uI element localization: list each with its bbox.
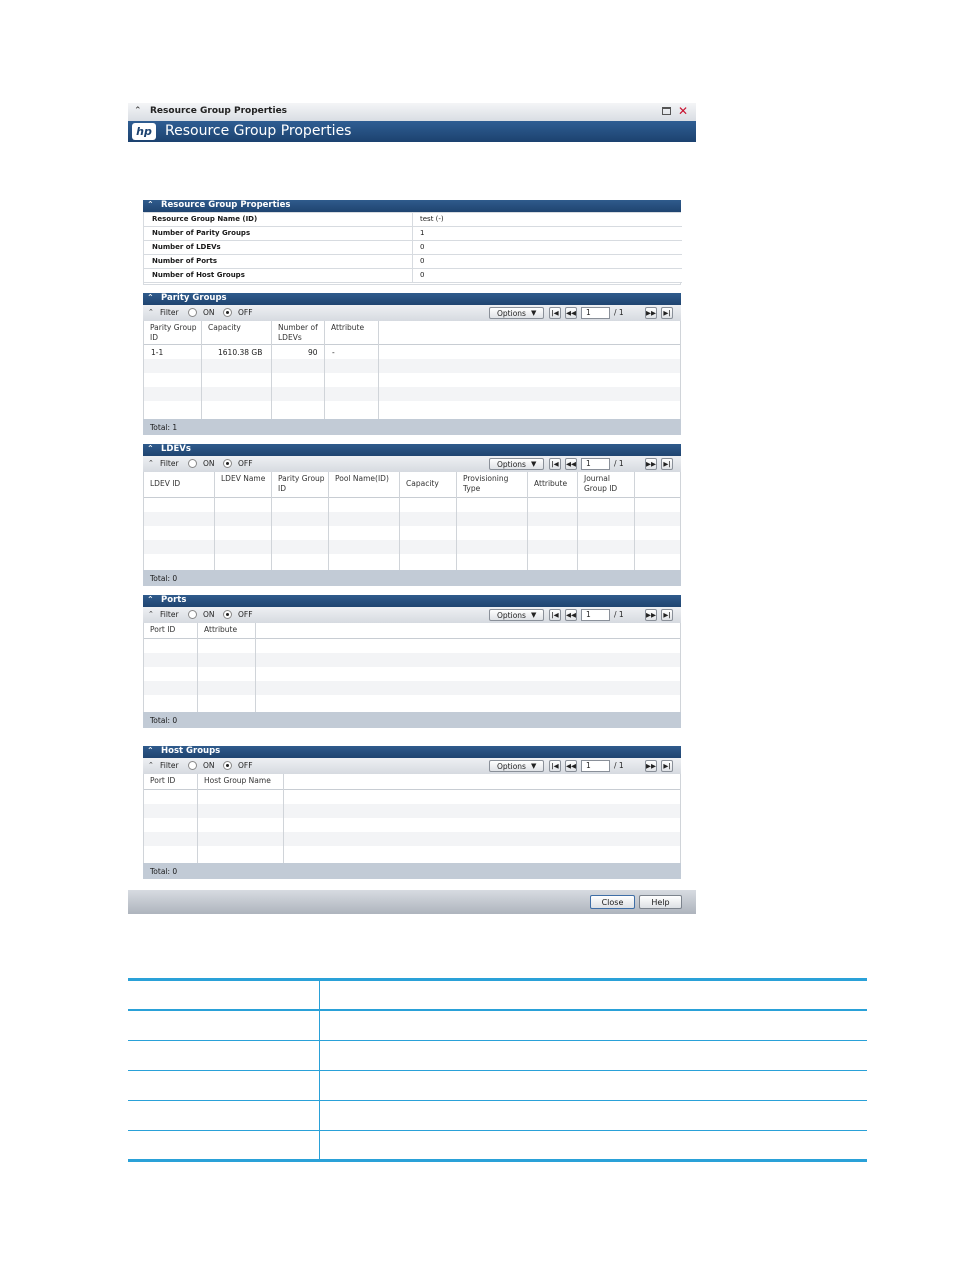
column-header[interactable]: Capacity [202, 321, 272, 344]
first-page-button[interactable]: |◀ [549, 760, 561, 772]
column-header[interactable]: Attribute [325, 321, 379, 344]
column-header[interactable]: Host Group Name [198, 774, 284, 789]
column-header[interactable]: Parity Group ID [272, 472, 329, 497]
property-row [144, 227, 682, 241]
filter-on-radio[interactable] [188, 761, 197, 770]
prev-page-button[interactable]: ◀◀ [566, 309, 576, 317]
next-page-button[interactable]: ▶▶ [646, 309, 656, 317]
filter-bar [143, 456, 681, 472]
column-header[interactable]: Attribute [198, 623, 256, 638]
filter-expand-icon[interactable]: ⌃ [148, 459, 154, 467]
table-cell: - [332, 348, 335, 357]
table-row [144, 359, 680, 373]
next-page-button[interactable]: ▶▶ [646, 762, 656, 770]
table-row [144, 526, 680, 540]
last-page-button[interactable]: ▶| [661, 760, 673, 772]
table-row [144, 498, 680, 512]
table-row [144, 790, 680, 804]
table-header [144, 623, 680, 639]
resource-group-properties-window [128, 103, 696, 914]
filter-off-radio[interactable] [223, 459, 232, 468]
filter-on-radio[interactable] [188, 610, 197, 619]
parity-groups-header[interactable] [143, 293, 681, 305]
table-cell: 1610.38 GB [218, 348, 263, 357]
total-bar [143, 712, 681, 728]
property-row [144, 269, 682, 283]
prev-page-button[interactable]: ◀◀ [566, 611, 576, 619]
window-banner [128, 121, 696, 142]
property-row [144, 255, 682, 269]
filter-bar [143, 305, 681, 321]
ports-title: Ports [161, 595, 187, 605]
table-cell: 90 [308, 348, 318, 357]
dropdown-arrow-icon: ▼ [531, 460, 537, 468]
filter-label[interactable]: Filter [160, 459, 179, 468]
property-row [144, 213, 682, 227]
table-row [144, 846, 680, 860]
prev-page-button[interactable]: ◀◀ [566, 762, 576, 770]
table-row [144, 512, 680, 526]
filter-expand-icon[interactable]: ⌃ [148, 610, 154, 618]
property-value: 0 [420, 243, 425, 251]
property-label: Number of Parity Groups [152, 229, 251, 237]
maximize-icon[interactable] [662, 107, 671, 115]
filter-off-radio[interactable] [223, 610, 232, 619]
total-bar [143, 419, 681, 435]
window-title: Resource Group Properties [150, 106, 288, 116]
filter-off-radio[interactable] [223, 308, 232, 317]
column-header[interactable]: Number of LDEVs [272, 321, 325, 344]
banner-title: Resource Group Properties [165, 123, 352, 139]
table-row [144, 401, 680, 415]
property-value: 1 [420, 229, 425, 237]
filter-bar [143, 758, 681, 774]
column-header[interactable]: Attribute [528, 472, 578, 497]
filter-off-label: OFF [238, 610, 253, 619]
page-number-input[interactable]: 1 [581, 609, 610, 621]
column-header[interactable]: LDEV ID [144, 472, 215, 497]
filter-off-label: OFF [238, 459, 253, 468]
collapse-icon[interactable]: ⌃ [147, 444, 154, 453]
filter-on-label: ON [203, 308, 215, 317]
properties-panel [143, 200, 681, 287]
parity-groups-panel [143, 293, 681, 435]
ldevs-title: LDEVs [161, 444, 191, 454]
column-header[interactable]: Provisioning Type [457, 472, 528, 497]
table-row [144, 387, 680, 401]
column-header[interactable]: Capacity [400, 472, 457, 497]
column-header[interactable]: Pool Name(ID) [329, 472, 400, 497]
close-button[interactable]: Close [590, 895, 635, 909]
collapse-icon[interactable]: ⌃ [147, 595, 154, 604]
collapse-icon[interactable]: ⌃ [147, 200, 154, 209]
table-row [144, 667, 680, 681]
host-groups-panel [143, 746, 681, 879]
ldevs-panel [143, 444, 681, 586]
filter-label[interactable]: Filter [160, 761, 179, 770]
filter-on-radio[interactable] [188, 459, 197, 468]
property-row [144, 241, 682, 255]
table-cell: 1-1 [151, 348, 164, 357]
ldevs-table [143, 472, 681, 570]
hp-logo: hp [132, 123, 156, 140]
total-bar [143, 570, 681, 586]
filter-label[interactable]: Filter [160, 308, 179, 317]
ports-panel [143, 595, 681, 728]
filter-off-label: OFF [238, 761, 253, 770]
filter-on-label: ON [203, 610, 215, 619]
table-row [144, 681, 680, 695]
total-count: Total: 1 [150, 423, 178, 432]
page-total: / 1 [614, 761, 624, 770]
table-header [144, 321, 680, 345]
table-row [144, 818, 680, 832]
host-groups-table [143, 774, 681, 863]
properties-panel-title: Resource Group Properties [161, 200, 291, 210]
filter-expand-icon[interactable]: ⌃ [148, 761, 154, 769]
next-page-button[interactable]: ▶▶ [646, 460, 656, 468]
column-header[interactable]: Journal Group ID [578, 472, 635, 497]
options-button[interactable]: Options ▼ [489, 609, 544, 621]
table-row[interactable] [144, 345, 680, 359]
table-row [144, 373, 680, 387]
prev-page-button[interactable]: ◀◀ [566, 460, 576, 468]
table-row [144, 554, 680, 568]
help-button[interactable]: Help [639, 895, 682, 909]
total-count: Total: 0 [150, 574, 178, 583]
property-label: Resource Group Name (ID) [152, 215, 258, 223]
window-titlebar [128, 103, 696, 122]
ports-header[interactable] [143, 595, 681, 607]
filter-expand-icon[interactable]: ⌃ [148, 308, 154, 316]
page-number-input[interactable]: 1 [581, 307, 610, 319]
table-row [144, 639, 680, 653]
table-row [144, 804, 680, 818]
total-count: Total: 0 [150, 716, 178, 725]
dialog-footer [128, 890, 696, 914]
column-header[interactable]: Parity Group ID [144, 321, 202, 344]
parity-groups-table [143, 321, 681, 419]
collapse-icon[interactable]: ⌃ [134, 106, 142, 116]
parity-groups-title: Parity Groups [161, 293, 227, 303]
dropdown-arrow-icon: ▼ [531, 309, 537, 317]
host-groups-title: Host Groups [161, 746, 221, 756]
document-table [128, 978, 867, 1162]
column-header[interactable]: Port ID [144, 774, 198, 789]
first-page-button[interactable]: |◀ [549, 458, 561, 470]
table-header [144, 774, 680, 790]
dropdown-arrow-icon: ▼ [531, 611, 537, 619]
property-value: test (-) [420, 215, 444, 223]
page-total: / 1 [614, 459, 624, 468]
total-bar [143, 863, 681, 879]
ldevs-header[interactable] [143, 444, 681, 456]
last-page-button[interactable]: ▶| [661, 307, 673, 319]
page-total: / 1 [614, 610, 624, 619]
filter-on-label: ON [203, 761, 215, 770]
filter-label[interactable]: Filter [160, 610, 179, 619]
column-header[interactable]: LDEV Name [215, 472, 272, 497]
options-button[interactable]: Options ▼ [489, 458, 544, 470]
property-value: 0 [420, 271, 425, 279]
filter-on-radio[interactable] [188, 308, 197, 317]
property-label: Number of Host Groups [152, 271, 245, 279]
first-page-button[interactable]: |◀ [549, 307, 561, 319]
properties-table [143, 212, 681, 285]
first-page-button[interactable]: |◀ [549, 609, 561, 621]
dropdown-arrow-icon: ▼ [531, 762, 537, 770]
options-button[interactable]: Options ▼ [489, 307, 544, 319]
ports-table [143, 623, 681, 712]
property-label: Number of LDEVs [152, 243, 221, 251]
filter-off-radio[interactable] [223, 761, 232, 770]
total-count: Total: 0 [150, 867, 178, 876]
options-button[interactable]: Options ▼ [489, 760, 544, 772]
collapse-icon[interactable]: ⌃ [147, 746, 154, 755]
collapse-icon[interactable]: ⌃ [147, 293, 154, 302]
properties-panel-header[interactable] [143, 200, 681, 212]
last-page-button[interactable]: ▶| [661, 609, 673, 621]
page-total: / 1 [614, 308, 624, 317]
filter-bar [143, 607, 681, 623]
host-groups-header[interactable] [143, 746, 681, 758]
table-row [144, 653, 680, 667]
column-header[interactable]: Port ID [144, 623, 198, 638]
table-row [144, 540, 680, 554]
close-icon[interactable]: ✕ [678, 104, 689, 118]
property-label: Number of Ports [152, 257, 217, 265]
table-header [144, 472, 680, 498]
filter-on-label: ON [203, 459, 215, 468]
page-number-input[interactable]: 1 [581, 760, 610, 772]
last-page-button[interactable]: ▶| [661, 458, 673, 470]
filter-off-label: OFF [238, 308, 253, 317]
table-row [144, 695, 680, 709]
property-value: 0 [420, 257, 425, 265]
page-number-input[interactable]: 1 [581, 458, 610, 470]
next-page-button[interactable]: ▶▶ [646, 611, 656, 619]
table-row [144, 832, 680, 846]
